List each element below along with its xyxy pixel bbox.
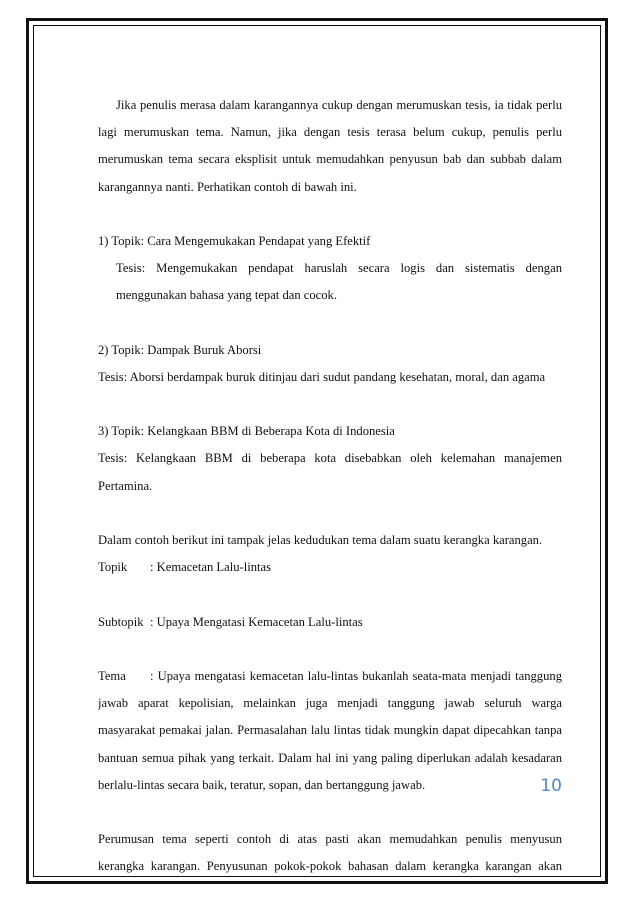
outline-topik <box>98 554 562 581</box>
example-2-thesis: Tesis: Aborsi berdampak buruk ditinjau dari sudut pandang kesehatan, moral, dan agama <box>98 369 546 384</box>
outline-subtopik-label: Subtopik <box>98 614 144 629</box>
outline-subtopik-value: : Upaya Mengatasi Kemacetan Lalu-lintas <box>150 614 363 629</box>
example-1-thesis-line-1: Tesis: Mengemukakan pendapat haruslah secara logis dan sistematis dengan <box>116 261 562 276</box>
example-1-thesis-line-2: menggunakan bahasa yang tepat dan cocok. <box>116 288 338 303</box>
example-1-topic: 1) Topik: Cara Mengemukakan Pendapat yang Efektif <box>98 233 371 248</box>
example-3-thesis-line-1: Tesis: Kelangkaan BBM di beberapa kota disebabkan oleh kelemahan manajemen <box>98 451 562 466</box>
example-3-thesis-line-2: Pertamina. <box>98 478 153 493</box>
paragraph-1-line-3: merumuskan tema secara eksplisit untuk memudahkan penyusun bab dan subbab dalam <box>98 152 562 167</box>
paragraph-1-line-1: Jika penulis merasa dalam karangannya cukup dengan merumuskan tesis, ia tidak perlu <box>116 98 562 112</box>
outline-topik-value: : Kemacetan Lalu-lintas <box>150 560 271 575</box>
paragraph-3-line-1: Perumusan tema seperti contoh di atas pasti akan memudahkan penulis menyusun <box>98 832 562 847</box>
paragraph-3-line-2: kerangka karangan. Penyusunan pokok-pokok bahasan dalam kerangka karangan akan <box>98 859 562 874</box>
document-body <box>98 92 562 880</box>
outline-tema-line-4: bantuan semua pihak yang terkait. Dalam hal ini yang paling diperlukan adalah kesadaran <box>98 750 562 765</box>
outline-tema-label: Tema <box>98 668 126 683</box>
outline-tema-line-3: masyarakat pemakai jalan. Permasalahan lalu lintas tidak mungkin dapat dipecahkan tanpa <box>98 723 562 738</box>
outline-tema-line-5: berlalu-lintas secara baik, teratur, sopan, dan bertanggung jawab. <box>98 777 426 792</box>
outline-tema <box>98 663 562 690</box>
example-2-topic: 2) Topik: Dampak Buruk Aborsi <box>98 342 262 357</box>
paragraph-2: Dalam contoh berikut ini tampak jelas kedudukan tema dalam suatu kerangka karangan. <box>98 533 543 547</box>
outline-tema-line-1: : Upaya mengatasi kemacetan lalu-lintas bukanlah seata-mata menjadi tanggung <box>150 668 562 683</box>
outline-subtopik <box>98 609 562 636</box>
outline-topik-label: Topik <box>98 560 128 575</box>
paragraph-1-line-2: lagi merumuskan tema. Namun, jika dengan tesis terasa belum cukup, penulis perlu <box>98 125 562 140</box>
paragraph-1-line-4: karangannya nanti. Perhatikan contoh di bawah ini. <box>98 179 357 194</box>
page-number: 10 <box>540 776 562 796</box>
outline-tema-line-2: jawab aparat kepolisian, melainkan juga menjadi tanggung jawab seluruh warga <box>98 696 562 711</box>
example-3-topic: 3) Topik: Kelangkaan BBM di Beberapa Kota di Indonesia <box>98 424 395 439</box>
